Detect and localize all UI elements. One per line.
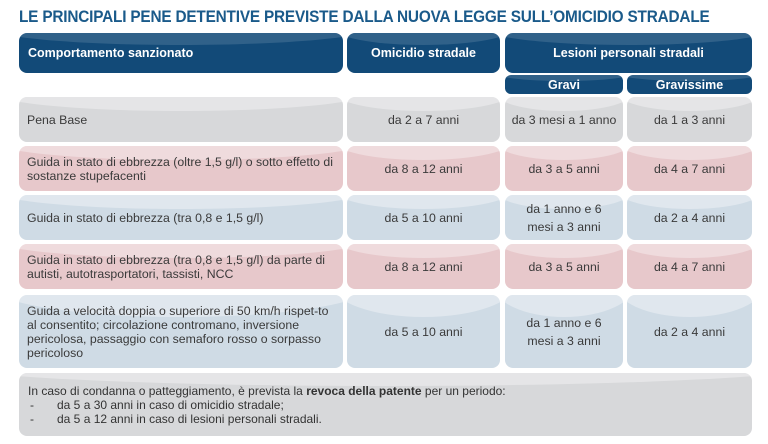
homicide-value: da 2 a 7 anni xyxy=(387,112,460,127)
table-row-4-homicide xyxy=(347,295,500,368)
note-intro-bold: revoca della patente xyxy=(306,384,422,398)
table-row-2-serious xyxy=(505,195,623,240)
header-homicide xyxy=(347,33,500,73)
serious-value: da 1 anno e 6 mesi a 3 anni xyxy=(526,201,602,234)
header-serious-label: Gravi xyxy=(548,77,580,92)
homicide-value: da 8 a 12 anni xyxy=(384,259,463,274)
table-row-2-very-serious xyxy=(627,195,752,240)
table-row-4-behavior xyxy=(19,295,343,368)
behavior-text: Guida a velocità doppia o superiore di 50 km/h rispet-to al consentito; circolazione contromano, inversione pericolosa, passaggio con semaforo rosso o sorpasso pericoloso xyxy=(27,303,329,360)
very-serious-value: da 2 a 4 anni xyxy=(653,324,726,339)
table-row-3-very-serious xyxy=(627,244,752,289)
table-row-1-serious xyxy=(505,146,623,191)
license-revocation-note xyxy=(19,373,752,436)
very-serious-value: da 4 a 7 anni xyxy=(653,161,726,176)
header-behavior-label: Comportamento sanzionato xyxy=(28,46,194,60)
serious-value: da 1 anno e 6 mesi a 3 anni xyxy=(526,315,602,348)
header-homicide-label: Omicidio stradale xyxy=(371,46,476,60)
header-injuries-label: Lesioni personali stradali xyxy=(553,46,704,60)
bullet-text: da 5 a 30 anni in caso di omicidio stradale; xyxy=(57,398,284,412)
homicide-value: da 8 a 12 anni xyxy=(384,161,463,176)
very-serious-value: da 4 a 7 anni xyxy=(653,259,726,274)
very-serious-value: da 2 a 4 anni xyxy=(653,210,726,225)
note-intro xyxy=(28,384,743,398)
table-row-0-serious xyxy=(505,97,623,142)
homicide-value: da 5 a 10 anni xyxy=(384,210,463,225)
table-row-3-behavior xyxy=(19,244,343,289)
serious-value: da 3 mesi a 1 anno xyxy=(511,112,617,127)
header-very-serious-label: Gravissime xyxy=(655,77,724,92)
behavior-text: Guida in stato di ebbrezza (tra 0,8 e 1,5 g/l) xyxy=(27,210,264,225)
header-injuries xyxy=(505,33,752,73)
very-serious-value: da 1 a 3 anni xyxy=(653,112,726,127)
behavior-text: Guida in stato di ebbrezza (oltre 1,5 g/l) o sotto effetto di sostanze stupefacenti xyxy=(27,154,334,183)
table-row-2-homicide xyxy=(347,195,500,240)
dash: - xyxy=(30,398,34,412)
note-bullet-0 xyxy=(28,398,743,412)
bullet-text: da 5 a 12 anni in caso di lesioni personali stradali. xyxy=(57,412,322,426)
serious-value: da 3 a 5 anni xyxy=(528,161,600,176)
table-row-4-serious xyxy=(505,295,623,368)
behavior-text: Pena Base xyxy=(27,112,88,127)
note-intro-end: per un periodo: xyxy=(421,384,506,398)
note-bullet-1 xyxy=(28,412,743,426)
table-row-0-homicide xyxy=(347,97,500,142)
table-row-4-very-serious xyxy=(627,295,752,368)
table-row-3-serious xyxy=(505,244,623,289)
note-intro-text: In caso di condanna o patteggiamento, è prevista la xyxy=(28,384,307,398)
header-behavior xyxy=(19,33,343,73)
table-row-0-behavior xyxy=(19,97,343,142)
serious-value: da 3 a 5 anni xyxy=(528,259,600,274)
header-very-serious xyxy=(627,75,752,94)
dash: - xyxy=(30,412,34,426)
behavior-text: Guida in stato di ebbrezza (tra 0,8 e 1,5 g/l) da parte di autisti, autotrasportatori, tassisti, NCC xyxy=(27,252,326,281)
table-row-1-very-serious xyxy=(627,146,752,191)
homicide-value: da 5 a 10 anni xyxy=(384,324,463,339)
table-row-3-homicide xyxy=(347,244,500,289)
table-row-1-behavior xyxy=(19,146,343,191)
header-serious xyxy=(505,75,623,94)
table-row-2-behavior xyxy=(19,195,343,240)
page-title: LE PRINCIPALI PENE DETENTIVE PREVISTE DALLA NUOVA LEGGE SULL’OMICIDIO STRADALE xyxy=(19,8,710,26)
table-row-0-very-serious xyxy=(627,97,752,142)
table-row-1-homicide xyxy=(347,146,500,191)
